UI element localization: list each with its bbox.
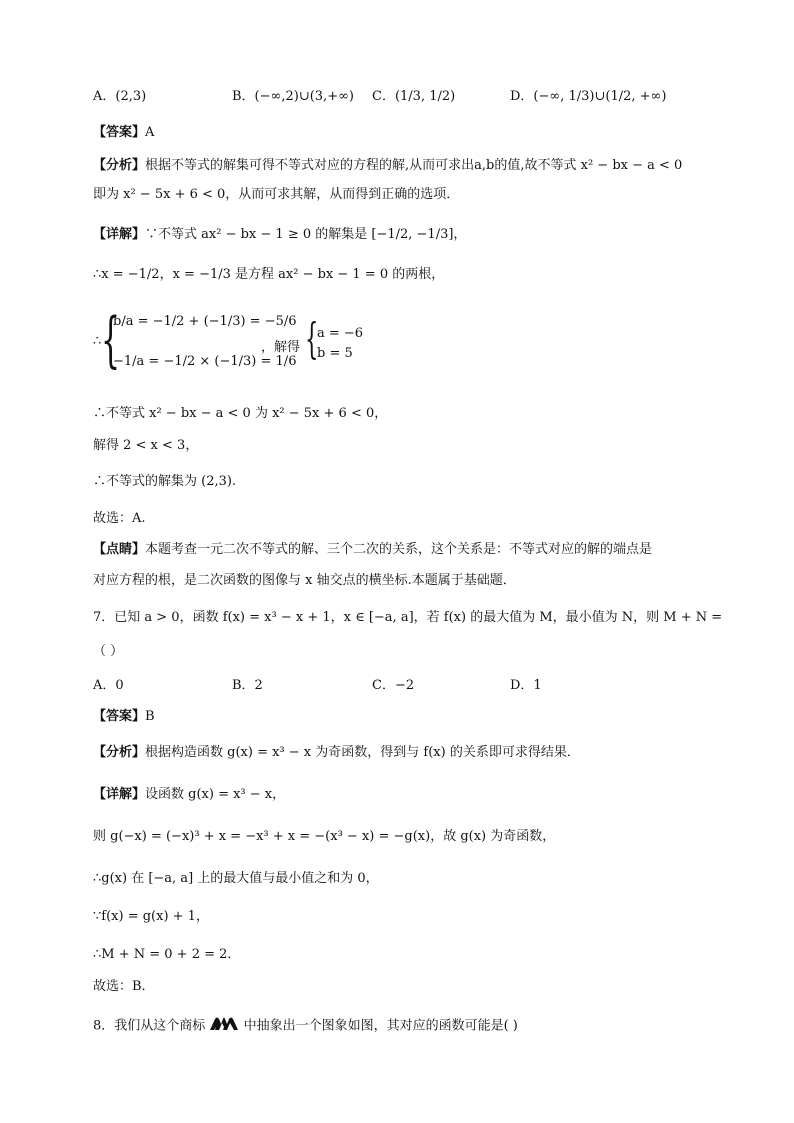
answer-tag: 【答案】: [93, 709, 146, 724]
system-equation-2: −1/a = −1/2 × (−1/3) = 1/6: [113, 354, 297, 369]
q6-option-c: C．(1/3, 1/2): [372, 89, 456, 104]
q7-stem-line-1: 7．已知 a > 0，函数 f(x) = x³ − x + 1，x ∈ [−a, a]，若 f(x) 的最大值为 M，最小值为 N，则 M + N =: [93, 610, 723, 625]
comment-tag: 【点睛】: [93, 542, 146, 557]
q6-detail-line-1: [93, 226, 466, 244]
q6-detail-line-5: ∴不等式的解集为 (2,3).: [93, 474, 237, 489]
q6-detail-line-3: ∴不等式 x² − bx − a < 0 为 x² − 5x + 6 < 0，: [93, 406, 388, 421]
solve-label: ，解得: [261, 340, 301, 355]
q6-comment-text-1: 本题考查一元二次不等式的解、三个二次的关系，这个关系是：不等式对应的解的端点是: [145, 542, 653, 557]
q8-stem-before: 8．我们从这个商标: [93, 1018, 206, 1034]
q6-analysis-text-1: 根据不等式的解集可得不等式对应的方程的解,从而可求出a,b的值,故不等式 x² − bx − a < 0: [145, 158, 683, 173]
q7-answer-line: [93, 708, 155, 726]
q6-option-a: A．(2,3): [93, 89, 147, 104]
solution-a: a = −6: [317, 326, 364, 341]
q7-detail-line-4: ∵f(x) = g(x) + 1，: [93, 909, 209, 924]
q6-answer: A: [145, 125, 155, 140]
q6-analysis-line-2: 即为 x² − 5x + 6 < 0，从而可求其解，从而得到正确的选项．: [93, 187, 460, 202]
q7-detail-line-6: 故选：B．: [93, 979, 155, 994]
q6-equation-system: ∴ { b/a = −1/2 + (−1/3) = −5/6 −1/a = −1/2 × (−1/3) = 1/6 ，解得 { a = −6 b = 5: [93, 305, 364, 375]
q6-detail-line-6: 故选：A.: [93, 511, 146, 526]
answer-tag: 【答案】: [93, 125, 146, 140]
system-equation-1: b/a = −1/2 + (−1/3) = −5/6: [113, 314, 297, 329]
q6-detail-line-4: 解得 2 < x < 3，: [93, 438, 199, 453]
q7-option-b: B．2: [232, 678, 263, 693]
q6-detail-line-2: ∴x = −1/2，x = −1/3 是方程 ax² − bx − 1 = 0 的两根，: [93, 267, 445, 282]
q6-comment-line-1: [93, 541, 652, 559]
q7-detail-line-1: [93, 786, 285, 804]
q6-option-b: B．(−∞,2)∪(3,+∞): [232, 89, 354, 104]
right-brace: {: [305, 314, 319, 363]
q6-comment-line-2: 对应方程的根，是二次函数的图像与 x 轴交点的横坐标.本题属于基础题．: [93, 573, 516, 588]
detail-tag: 【详解】: [93, 787, 146, 802]
q7-detail-text-1: 设函数 g(x) = x³ − x，: [145, 787, 286, 802]
q6-analysis-line-1: [93, 157, 682, 175]
q7-option-a: A．0: [93, 678, 124, 693]
q7-analysis-text: 根据构造函数 g(x) = x³ − x 为奇函数，得到与 f(x) 的关系即可求得结果．: [145, 745, 580, 760]
q6-answer-line: [93, 124, 154, 142]
analysis-tag: 【分析】: [93, 158, 146, 173]
analysis-tag: 【分析】: [93, 745, 146, 760]
q6-detail-text-1: ∵不等式 ax² − bx − 1 ≥ 0 的解集是 [−1/2, −1/3]，: [145, 227, 467, 242]
q7-stem-line-2: （ ）: [93, 644, 124, 659]
kappa-logo-icon: [209, 1015, 239, 1037]
solution-b: b = 5: [317, 346, 353, 361]
q7-option-c: C．−2: [372, 678, 415, 693]
q7-analysis-line: [93, 744, 580, 762]
detail-tag: 【详解】: [93, 227, 146, 242]
q7-detail-line-5: ∴M + N = 0 + 2 = 2．: [93, 947, 241, 962]
q7-detail-line-2: 则 g(−x) = (−x)³ + x = −x³ + x = −(x³ − x) = −g(x)，故 g(x) 为奇函数，: [93, 829, 556, 844]
q7-detail-line-3: ∴g(x) 在 [−a, a] 上的最大值与最小值之和为 0，: [93, 871, 379, 886]
q7-option-d: D．1: [510, 678, 542, 693]
q8-stem: [93, 1015, 518, 1037]
q8-stem-after: 中抽象出一个图象如图，其对应的函数可能是( ): [243, 1018, 518, 1034]
left-brace: {: [101, 305, 121, 375]
q7-answer: B: [145, 709, 155, 724]
q6-option-d: D．(−∞, 1/3)∪(1/2, +∞): [510, 89, 667, 104]
